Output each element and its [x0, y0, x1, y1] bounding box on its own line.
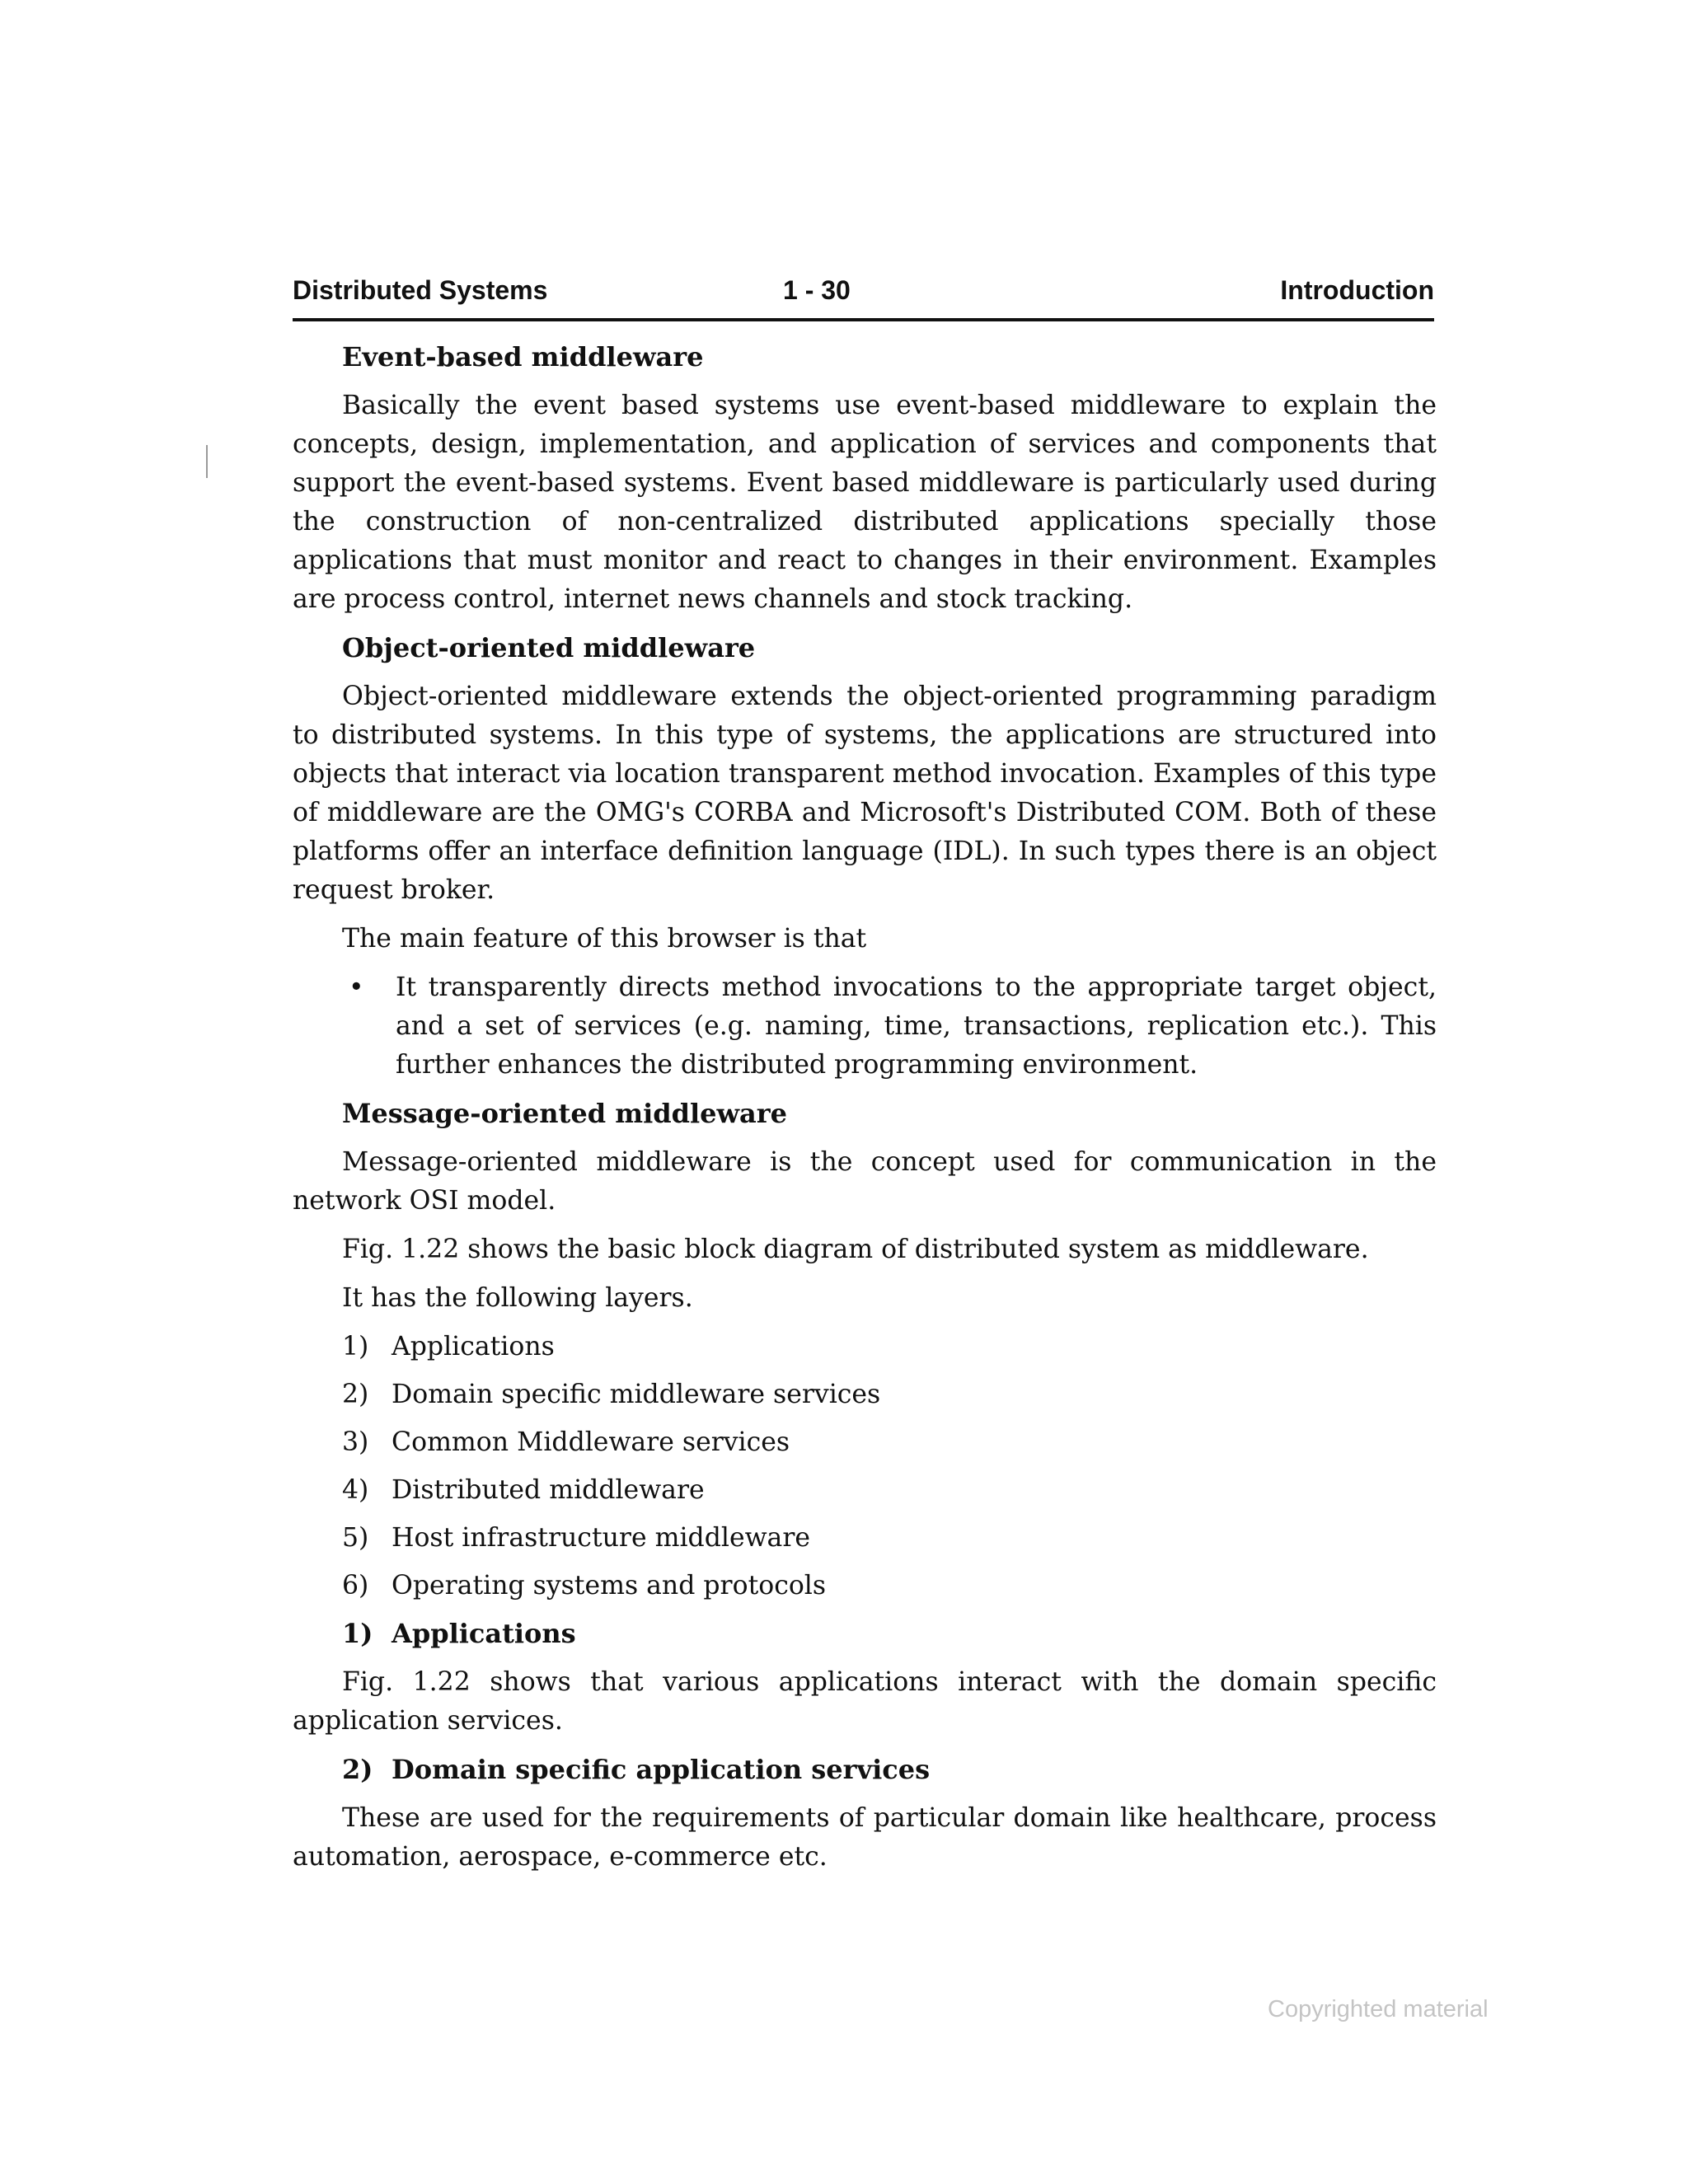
page-body	[293, 338, 1437, 1886]
paragraph-event-based: Basically the event based systems use event-based middleware to explain the concepts, design, implementation, and application of services and components that support the event-based systems. Event based middleware is particularly used during the construction of non-centralized distributed applications specially those applications that must monitor and react to changes in their environment. Examples are process control, internet news channels and stock tracking.	[293, 391, 1437, 614]
paragraph-fig-reference: Fig. 1.22 shows the basic block diagram of distributed system as middleware.	[342, 1235, 1369, 1264]
section-heading-object-oriented: Object-oriented middleware	[342, 632, 756, 663]
feature-bullet-list	[293, 968, 1437, 1085]
subsection-heading-applications: 1) Applications	[342, 1618, 576, 1649]
paragraph-main-feature: The main feature of this browser is that	[342, 924, 867, 954]
paragraph-domain-services: These are used for the requirements of particular domain like healthcare, process automation, aerospace, e-commerce etc.	[293, 1803, 1437, 1872]
section-heading-message-oriented: Message-oriented middleware	[342, 1098, 787, 1129]
list-item: 1) Applications	[342, 1332, 555, 1361]
bullet-item	[349, 968, 1437, 1085]
subsection-heading-domain-services: 2) Domain specific application services	[342, 1754, 931, 1785]
header-page-number: 1 - 30	[783, 275, 851, 305]
list-item: 4) Distributed middleware	[342, 1475, 705, 1505]
bullet-text: It transparently directs method invocations to the appropriate target object, and a set of services (e.g. naming, time, transactions, replication etc.). This further enhances the distributed programming environment.	[396, 972, 1437, 1080]
list-item: 2) Domain specific middleware services	[342, 1380, 881, 1409]
header-book-title: Distributed Systems	[293, 275, 548, 305]
bullet-icon: •	[349, 972, 364, 1002]
layers-list	[342, 1328, 1437, 1605]
paragraph-applications: Fig. 1.22 shows that various applications interact with the domain specific application services.	[293, 1667, 1437, 1736]
list-item: 3) Common Middleware services	[342, 1427, 790, 1457]
copyright-watermark: Copyrighted material	[1268, 1996, 1489, 2022]
list-item: 5) Host infrastructure middleware	[342, 1523, 811, 1553]
paragraph-message-oriented: Message-oriented middleware is the concept used for communication in the network OSI model.	[293, 1147, 1437, 1216]
list-item: 6) Operating systems and protocols	[342, 1571, 827, 1601]
header-chapter-title: Introduction	[1280, 275, 1434, 305]
paragraph-object-oriented: Object-oriented middleware extends the object-oriented programming paradigm to distributed systems. In this type of systems, the applications are structured into objects that interact via location transparent method invocation. Examples of this type of middleware are the OMG's CORBA and Microsoft's Distributed COM. Both of these platforms offer an interface definition language (IDL). In such types there is an object request broker.	[293, 682, 1437, 905]
running-header	[293, 272, 1434, 321]
paragraph-layers-intro: It has the following layers.	[342, 1283, 693, 1313]
section-heading-event-based: Event-based middleware	[342, 341, 704, 373]
scan-mark	[206, 445, 208, 478]
